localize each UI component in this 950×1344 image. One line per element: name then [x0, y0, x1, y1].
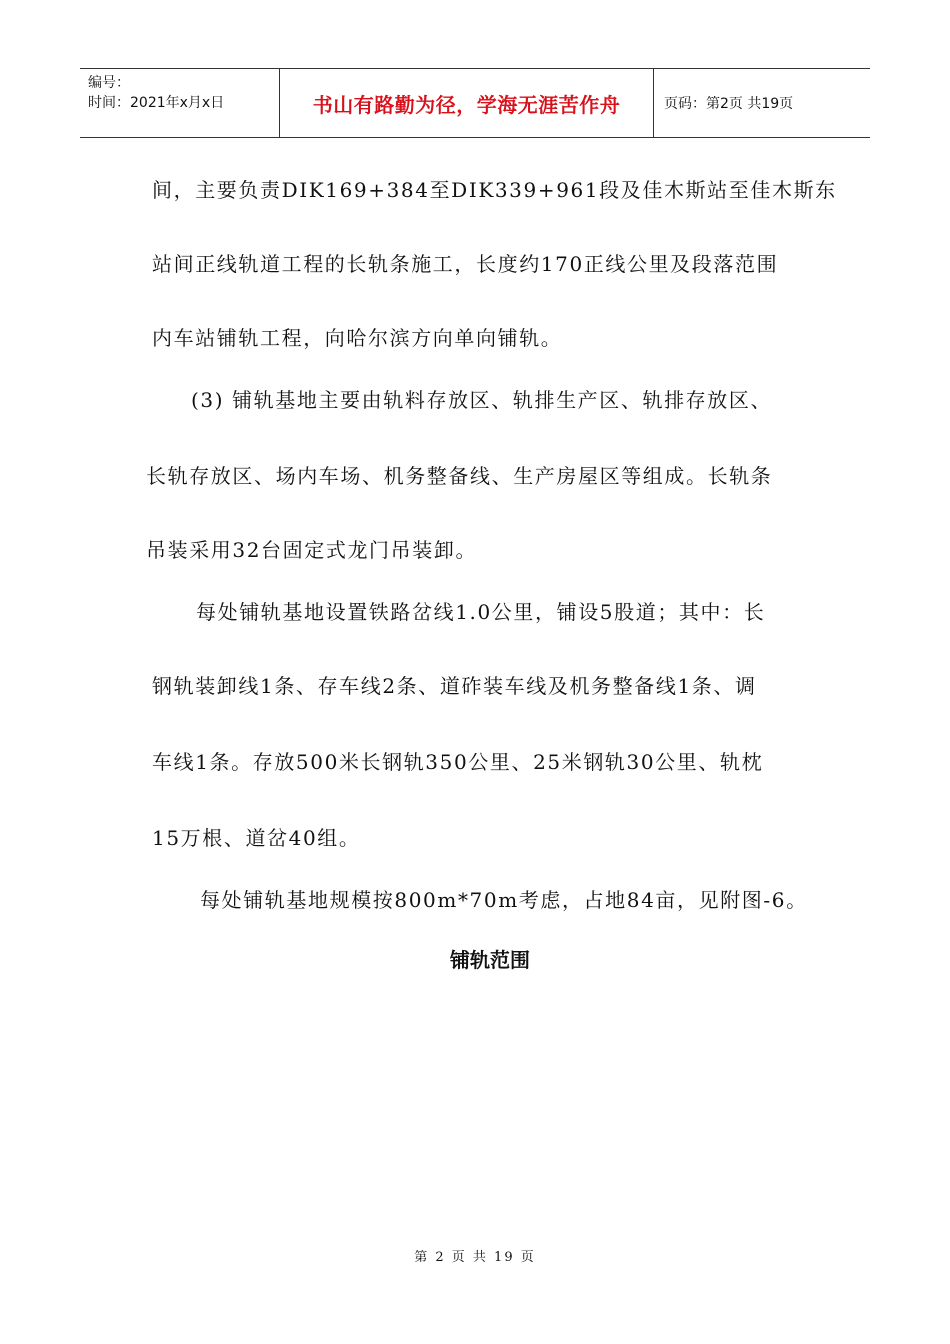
body-line: 长轨存放区、场内车场、机务整备线、生产房屋区等组成。长轨条 — [146, 464, 773, 488]
body-line: (3) 铺轨基地主要由轨料存放区、轨排生产区、轨排存放区、 — [191, 388, 773, 412]
section-heading: 铺轨范围 — [450, 948, 530, 972]
page-footer: 第 2 页 共 19 页 — [414, 1250, 536, 1265]
body-line: 站间正线轨道工程的长轨条施工，长度约170正线公里及段落范围 — [152, 252, 779, 276]
document-number-label: 编号： — [88, 75, 130, 91]
page-header — [80, 68, 870, 138]
body-line: 间，主要负责DIK169+384至DIK339+961段及佳木斯站至佳木斯东 — [152, 178, 837, 202]
document-time-label: 时间：2021年x月x日 — [88, 95, 225, 111]
body-line: 每处铺轨基地设置铁路岔线1.0公里，铺设5股道；其中：长 — [196, 600, 766, 624]
body-line: 每处铺轨基地规模按800m*70m考虑，占地84亩，见附图-6。 — [200, 888, 808, 912]
header-motto-cell — [280, 69, 654, 137]
header-meta — [80, 69, 280, 137]
body-line: 内车站铺轨工程，向哈尔滨方向单向铺轨。 — [152, 326, 563, 350]
body-line: 车线1条。存放500米长钢轨350公里、25米钢轨30公里、轨枕 — [152, 750, 764, 774]
body-line: 15万根、道岔40组。 — [152, 826, 361, 850]
header-motto: 书山有路勤为径，学海无涯苦作舟 — [312, 92, 621, 117]
header-page-info-cell — [654, 69, 870, 137]
header-page-info: 页码：第2页 共19页 — [664, 96, 794, 112]
body-line: 钢轨装卸线1条、存车线2条、道砟装车线及机务整备线1条、调 — [152, 674, 757, 698]
body-line: 吊装采用32台固定式龙门吊装卸。 — [146, 538, 478, 562]
